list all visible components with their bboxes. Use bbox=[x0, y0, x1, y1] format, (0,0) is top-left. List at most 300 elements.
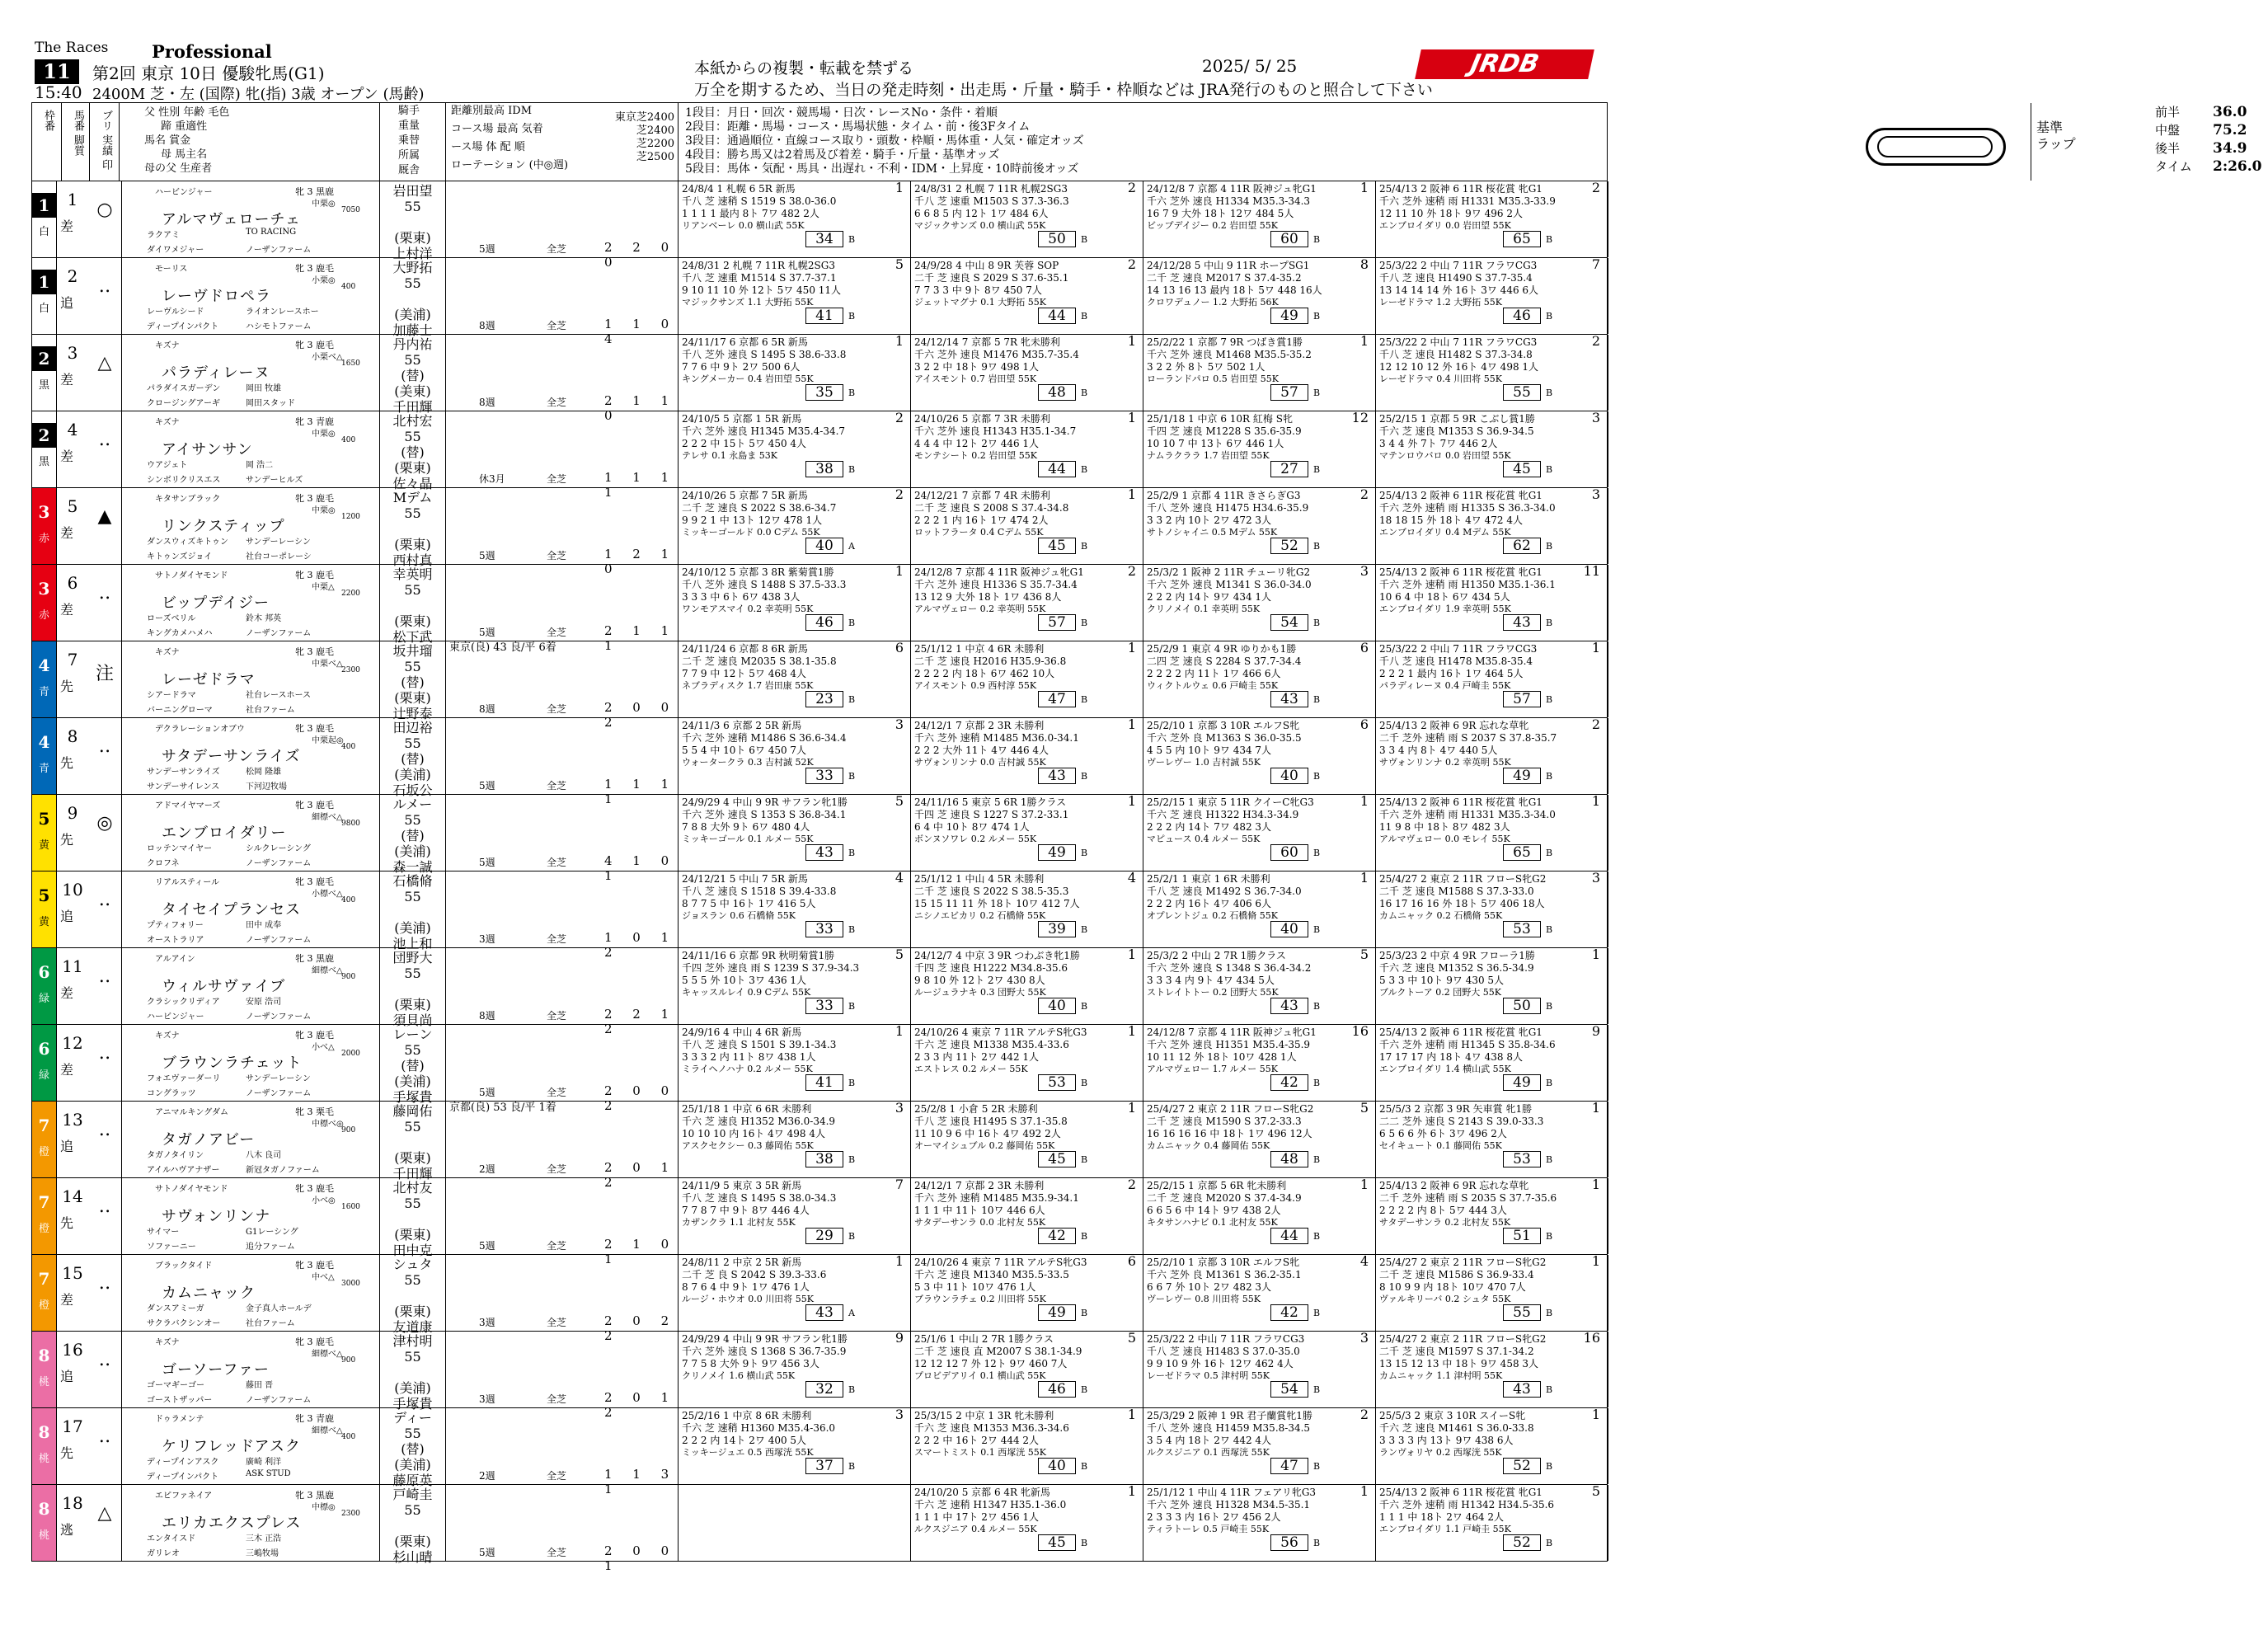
past-race[interactable] bbox=[1143, 565, 1376, 641]
horse-name[interactable]: アルマヴェローチェ bbox=[162, 211, 302, 228]
past-race[interactable] bbox=[911, 1408, 1143, 1484]
past-race[interactable] bbox=[911, 948, 1143, 1024]
horse-name[interactable]: ケリフレッドアスク bbox=[162, 1438, 301, 1455]
past-race-time: 千八 芝 速良 S 1495 S 38.0-34.3 bbox=[682, 1192, 837, 1204]
past-race[interactable] bbox=[1376, 1025, 1608, 1101]
past-race-header: 25/3/15 2 中京 1 3R 牝未勝利 bbox=[914, 1410, 1054, 1421]
past-race-header: 25/2/10 1 京都 3 10R エルフS牝 bbox=[1147, 1257, 1300, 1268]
sex-age-color: 牝 3 鹿毛 bbox=[295, 1337, 334, 1347]
past-race[interactable] bbox=[679, 335, 911, 411]
trainer-center: 中栗ベ△ bbox=[312, 660, 343, 669]
jockey-change bbox=[380, 981, 445, 997]
past-race-time: 千六 芝外 速良 M1468 M35.5-35.2 bbox=[1147, 349, 1312, 360]
past-race-grade: B bbox=[1546, 1308, 1553, 1318]
trainer-center: 中標べ◎ bbox=[312, 1120, 344, 1129]
past-race-passing: 2 3 3 3 内 16ト 2ワ 456 2人 bbox=[1147, 1511, 1281, 1523]
past-race-winner: セイキュート 0.1 藤岡佑 55K bbox=[1379, 1140, 1502, 1151]
surface-label: 全芝 bbox=[547, 1317, 567, 1328]
past-race-winner: オーマイシュブル 0.2 藤岡佑 55K bbox=[914, 1140, 1055, 1151]
prediction-mark: △ bbox=[97, 353, 112, 373]
trainer-center: 中べ△ bbox=[312, 1273, 335, 1282]
prize-money: 2000 bbox=[341, 1050, 360, 1058]
surface-label: 全芝 bbox=[547, 243, 567, 255]
owner-name: サンデーレーシン bbox=[246, 1074, 311, 1083]
past-race-idm: 44 bbox=[1038, 308, 1076, 324]
past-race-passing: 9 9 2 1 中 13ト 12ワ 478 1人 bbox=[682, 514, 823, 526]
jockey-name[interactable]: ディー bbox=[393, 1410, 432, 1426]
past-race[interactable] bbox=[1143, 181, 1376, 257]
jockey-info bbox=[380, 1102, 446, 1182]
past-race-time: 千八 芝外 速良 H1475 H34.6-35.9 bbox=[1147, 502, 1309, 514]
past-race-placing: 9 bbox=[895, 1330, 904, 1346]
carried-weight: 55 bbox=[404, 659, 421, 674]
past-race[interactable] bbox=[911, 488, 1143, 564]
past-race-passing: 2 2 2 大外 11ト 4ワ 446 4人 bbox=[914, 745, 1049, 756]
past-race[interactable] bbox=[1376, 641, 1608, 717]
past-race-grade: B bbox=[1313, 1231, 1321, 1242]
distance-record bbox=[446, 641, 679, 730]
past-race[interactable] bbox=[1376, 411, 1608, 487]
past-race-grade: B bbox=[1546, 1231, 1553, 1242]
past-race-time: 千六 芝外 速良 H1334 M35.3-34.3 bbox=[1147, 195, 1311, 207]
horse-info bbox=[121, 1332, 380, 1407]
sire-name: キタサンブラック bbox=[155, 495, 221, 504]
past-race[interactable] bbox=[1376, 1485, 1608, 1561]
past-race-header: 24/10/20 5 京都 6 4R 牝新馬 bbox=[914, 1487, 1050, 1498]
horse-name[interactable]: サヴォンリンナ bbox=[162, 1208, 271, 1225]
past-race-grade: B bbox=[1081, 1078, 1088, 1088]
horse-name[interactable]: タイセイプランセス bbox=[162, 901, 302, 918]
past-race-time: 千六 芝外 速稍 雨 H1331 M35.3-33.9 bbox=[1379, 195, 1556, 207]
past-race-placing: 1 bbox=[895, 1253, 904, 1269]
running-style: 先 bbox=[60, 1445, 74, 1461]
sex-age-color: 牝 3 鹿毛 bbox=[295, 876, 334, 887]
horse-name[interactable]: ゴーソーファー bbox=[162, 1361, 270, 1379]
past-race-header: 24/12/28 5 中山 9 11R ホープSG1 bbox=[1147, 260, 1310, 271]
race-date: 2025/ 5/ 25 bbox=[1202, 56, 1298, 76]
past-race[interactable] bbox=[679, 871, 911, 947]
past-race[interactable] bbox=[1143, 1332, 1376, 1407]
past-race[interactable] bbox=[1376, 565, 1608, 641]
sire-name: デクラレーションオブウ bbox=[155, 725, 245, 734]
sex-age-color: 牝 3 鹿毛 bbox=[295, 1260, 334, 1271]
past-race[interactable] bbox=[1143, 871, 1376, 947]
waku-number: 4 bbox=[38, 732, 50, 752]
owner-name: 岡田 牧雄 bbox=[246, 384, 282, 393]
waku-number: 1 bbox=[32, 270, 56, 294]
waku-cell bbox=[32, 488, 57, 564]
jockey-info bbox=[380, 1025, 446, 1105]
waku-cell bbox=[32, 871, 57, 947]
past-race[interactable] bbox=[1143, 1178, 1376, 1254]
jockey-name[interactable]: 藤岡佑 bbox=[392, 1103, 433, 1119]
carried-weight: 55 bbox=[404, 1042, 421, 1058]
horse-name[interactable]: パラディレーヌ bbox=[162, 364, 270, 382]
past-race-winner: テレサ 0.1 永島ま 53K bbox=[682, 450, 777, 461]
past-race-grade: B bbox=[848, 311, 856, 322]
horse-name[interactable]: サタデーサンライズ bbox=[162, 748, 301, 765]
past-race[interactable] bbox=[1143, 948, 1376, 1024]
past-race-winner: サタデーサンラ 0.2 北村友 55K bbox=[1379, 1217, 1511, 1228]
past-race[interactable] bbox=[911, 795, 1143, 871]
jockey-name[interactable]: 石橋脩 bbox=[392, 873, 433, 889]
affiliation: (栗東) bbox=[394, 230, 431, 246]
horse-name[interactable]: タガノアビー bbox=[162, 1131, 256, 1149]
past-race[interactable] bbox=[911, 1332, 1143, 1407]
past-race[interactable] bbox=[679, 181, 911, 257]
past-race-grade: B bbox=[1546, 618, 1553, 628]
running-style: 差 bbox=[60, 218, 74, 234]
past-race-placing: 1 bbox=[1127, 1100, 1136, 1116]
jockey-change: (替) bbox=[401, 828, 425, 843]
past-race-grade: B bbox=[1081, 541, 1088, 552]
past-race-time: 二千 芝外 速稍 雨 S 2037 S 37.8-35.7 bbox=[1379, 732, 1557, 744]
best-distance-record: 京都(良) 53 良/平 1着 bbox=[449, 1102, 556, 1114]
dam-sire-name: シンボリクリスエス bbox=[147, 476, 221, 485]
past-race-passing: 2 2 2 1 内 16ト 1ワ 474 2人 bbox=[914, 514, 1049, 526]
distance-record bbox=[446, 411, 679, 500]
breeder-name: 岡田スタッド bbox=[246, 399, 295, 408]
past-race-winner: クリノメイ 1.6 横山武 55K bbox=[682, 1370, 796, 1381]
affiliation: (栗東) bbox=[394, 537, 431, 552]
past-race[interactable] bbox=[679, 1332, 911, 1407]
past-race[interactable] bbox=[1376, 181, 1608, 257]
past-race[interactable] bbox=[1376, 335, 1608, 411]
jockey-name[interactable]: 北村宏 bbox=[392, 413, 433, 429]
past-race[interactable] bbox=[1376, 1102, 1608, 1177]
past-race-placing: 1 bbox=[1127, 410, 1136, 425]
past-race[interactable] bbox=[1143, 1408, 1376, 1484]
jockey-name[interactable]: 幸英明 bbox=[392, 566, 433, 582]
prediction-mark: 注 bbox=[95, 664, 114, 684]
past-race[interactable] bbox=[911, 871, 1143, 947]
past-race-idm: 33 bbox=[805, 921, 843, 937]
past-race[interactable] bbox=[911, 1255, 1143, 1331]
distance-record bbox=[446, 1332, 679, 1420]
waku-number: 5 bbox=[38, 809, 50, 829]
jockey-name[interactable]: 北村友 bbox=[392, 1180, 433, 1196]
horse-name[interactable]: ブラウンラチェット bbox=[162, 1055, 303, 1072]
past-race[interactable] bbox=[911, 565, 1143, 641]
jockey-info bbox=[380, 411, 446, 491]
jockey-name[interactable]: シュタ bbox=[392, 1257, 433, 1272]
past-race-header: 24/8/11 2 中京 2 5R 新馬 bbox=[682, 1257, 802, 1268]
past-race[interactable] bbox=[1376, 1332, 1608, 1407]
past-race-passing: 6 6 5 6 中 14ト 9ワ 438 2人 bbox=[1147, 1205, 1281, 1216]
past-race-winner: キングメーカー 0.4 岩田望 55K bbox=[682, 373, 814, 384]
past-race[interactable] bbox=[1143, 258, 1376, 334]
lap-name: 前半 bbox=[2155, 105, 2181, 120]
past-race-placing: 2 bbox=[1591, 180, 1600, 195]
horse-number: 8 bbox=[67, 726, 78, 746]
past-race-passing: 6 5 6 6 外 6ト 3ワ 496 2人 bbox=[1379, 1128, 1507, 1139]
past-race[interactable] bbox=[911, 181, 1143, 257]
running-style: 逃 bbox=[60, 1522, 74, 1538]
waku-number: 7 bbox=[38, 1269, 50, 1289]
past-race-winner: ヴーレヴー 1.0 吉村誠 55K bbox=[1147, 757, 1261, 768]
jockey-name[interactable]: 丹内祐 bbox=[392, 336, 433, 352]
past-race-header: 24/11/16 5 東京 5 6R 1勝クラス bbox=[914, 796, 1067, 808]
past-race[interactable] bbox=[911, 641, 1143, 717]
past-race[interactable] bbox=[679, 948, 911, 1024]
horse-number: 13 bbox=[62, 1110, 83, 1130]
turf-record: 1 1 0 4 bbox=[604, 317, 678, 346]
running-style: 差 bbox=[60, 1292, 74, 1308]
waku-number: 3 bbox=[38, 579, 50, 599]
past-race-grade: B bbox=[848, 848, 856, 858]
past-race-time: 千八 芝 速良 H1478 M35.8-35.4 bbox=[1379, 655, 1533, 667]
prediction-mark: ◎ bbox=[96, 813, 113, 834]
rotation-weeks: 5週 bbox=[479, 550, 495, 561]
past-race-grade: B bbox=[1081, 234, 1088, 245]
past-race[interactable] bbox=[1143, 335, 1376, 411]
jockey-name[interactable]: 岩田望 bbox=[392, 183, 433, 199]
past-race-winner: ミッキージュエ 0.5 西塚洸 55K bbox=[682, 1447, 814, 1458]
prize-money: 900 bbox=[341, 1356, 356, 1365]
past-race[interactable] bbox=[911, 258, 1143, 334]
horse-row[interactable] bbox=[31, 1483, 1608, 1573]
dam-name: ダンスアミーガ bbox=[147, 1304, 204, 1313]
past-race[interactable] bbox=[679, 258, 911, 334]
past-race[interactable] bbox=[911, 335, 1143, 411]
past-race-winner: マジックサンズ 1.1 大野拓 55K bbox=[682, 297, 814, 308]
past-race[interactable] bbox=[679, 565, 911, 641]
past-race-header: 24/11/17 6 京都 6 5R 新馬 bbox=[682, 336, 808, 348]
sex-age-color: 牝 3 青鹿 bbox=[295, 416, 334, 427]
past-race-passing: 2 2 2 内 14ト 9ワ 434 1人 bbox=[1147, 591, 1272, 603]
owner-name: ライオンレースホー bbox=[246, 308, 319, 317]
past-race[interactable] bbox=[1376, 1255, 1608, 1331]
horse-name[interactable]: カムニャック bbox=[162, 1285, 256, 1302]
turf-record: 1 0 1 2 bbox=[604, 930, 678, 960]
past-race-winner: サトノシャイニ 0.5 Mデム 55K bbox=[1147, 527, 1278, 538]
affiliation: (栗東) bbox=[394, 1534, 431, 1549]
past-race-idm: 43 bbox=[1270, 691, 1308, 707]
rotation-weeks: 5週 bbox=[479, 1547, 495, 1558]
past-race-winner: ジョスラン 0.6 石橋脩 55K bbox=[682, 910, 796, 921]
past-race[interactable] bbox=[1376, 1178, 1608, 1254]
prediction-mark: ○ bbox=[96, 200, 113, 220]
past-race-time: 千六 芝 速良 M1352 S 36.5-34.9 bbox=[1379, 962, 1534, 974]
past-race-passing: 3 5 4 内 18ト 2ワ 442 4人 bbox=[1147, 1435, 1272, 1446]
past-race-winner: アルマヴェロー 0.2 幸英明 55K bbox=[914, 604, 1046, 614]
past-race-grade: B bbox=[1081, 1154, 1088, 1165]
past-race-winner: ミッキーゴール 0.1 ルメー 55K bbox=[682, 834, 814, 844]
past-race[interactable] bbox=[911, 1025, 1143, 1101]
waku-number: 7 bbox=[38, 1116, 50, 1135]
past-race[interactable] bbox=[1143, 488, 1376, 564]
trainer-center: 細標べ△ bbox=[312, 966, 343, 975]
past-race-time: 千八 芝 速良 H1495 S 37.1-35.8 bbox=[914, 1116, 1068, 1127]
horse-name[interactable]: ウィルサヴァイブ bbox=[162, 978, 286, 995]
jockey-name[interactable]: レーン bbox=[392, 1027, 433, 1042]
prediction-mark: ▲ bbox=[97, 506, 112, 527]
trainer-center: 小べ△ bbox=[312, 1043, 335, 1052]
prediction-mark: ‥ bbox=[98, 1426, 111, 1447]
legend-course-line: 芝2200 bbox=[636, 138, 674, 150]
past-race-grade: B bbox=[1081, 464, 1088, 475]
distance-record bbox=[446, 181, 679, 270]
past-race-grade: B bbox=[1546, 541, 1553, 552]
past-race-winner: レーゼドラマ 0.4 川田将 55K bbox=[1379, 373, 1502, 384]
past-race[interactable] bbox=[1376, 258, 1608, 334]
horse-name[interactable]: エンブロイダリー bbox=[162, 824, 287, 842]
past-race[interactable] bbox=[1143, 411, 1376, 487]
past-race-idm: 52 bbox=[1270, 538, 1308, 554]
jockey-name[interactable]: 大野拓 bbox=[392, 260, 433, 275]
past-race-passing: 17 17 17 内 18ト 4ワ 438 8人 bbox=[1379, 1051, 1523, 1063]
sex-age-color: 牝 3 鹿毛 bbox=[295, 340, 334, 350]
sire-name: リアルスティール bbox=[155, 878, 220, 887]
past-race[interactable] bbox=[679, 1255, 911, 1331]
jockey-name[interactable]: 田辺裕 bbox=[392, 720, 433, 735]
past-race[interactable] bbox=[1143, 1485, 1376, 1561]
past-race-grade: B bbox=[1546, 1001, 1553, 1012]
horse-name[interactable]: リンクスティップ bbox=[162, 518, 285, 535]
horse-number: 10 bbox=[62, 880, 83, 900]
lap-name: 後半 bbox=[2155, 141, 2181, 156]
turf-record: 2 2 0 0 bbox=[604, 240, 678, 270]
horse-info bbox=[121, 718, 380, 794]
sex-age-color: 牝 3 鹿毛 bbox=[295, 1183, 334, 1194]
running-style: 先 bbox=[60, 679, 74, 694]
past-race[interactable] bbox=[1143, 718, 1376, 794]
race-time: 15:40 bbox=[35, 82, 82, 102]
past-race[interactable] bbox=[1143, 1102, 1376, 1177]
past-race-passing: 2 2 2 2 内 18ト 6ワ 462 10人 bbox=[914, 668, 1055, 679]
sex-age-color: 牝 3 黒鹿 bbox=[295, 953, 334, 964]
affiliation: (美浦) bbox=[394, 767, 431, 782]
dam-name: タガノタイリン bbox=[147, 1151, 204, 1160]
trainer-center: 中栗◎ bbox=[312, 506, 336, 515]
past-race[interactable] bbox=[679, 1025, 911, 1101]
past-race[interactable] bbox=[1376, 488, 1608, 564]
past-race-winner: アスクセクシー 0.3 藤岡佑 55K bbox=[682, 1140, 814, 1151]
past-race-passing: 12 11 10 外 18ト 9ワ 496 2人 bbox=[1379, 208, 1523, 219]
past-race-placing: 1 bbox=[895, 563, 904, 579]
horse-name[interactable]: エリカエクスプレス bbox=[162, 1515, 302, 1532]
legend-course-line: 芝2500 bbox=[636, 151, 674, 163]
past-race[interactable] bbox=[679, 1102, 911, 1177]
jockey-name[interactable]: 坂井瑠 bbox=[392, 643, 433, 659]
past-race-idm: 33 bbox=[805, 768, 843, 784]
past-race-header: 25/4/27 2 東京 2 11R フローS牝G2 bbox=[1379, 1257, 1547, 1268]
past-race-idm: 46 bbox=[1038, 1381, 1076, 1398]
past-race-passing: 3 3 2 内 10ト 2ワ 472 3人 bbox=[1147, 514, 1272, 526]
jockey-name[interactable]: 団野大 bbox=[392, 950, 433, 965]
past-race[interactable] bbox=[679, 795, 911, 871]
past-race[interactable] bbox=[911, 1178, 1143, 1254]
past-race[interactable] bbox=[1143, 641, 1376, 717]
stable-name: 須貝尚 bbox=[392, 1012, 433, 1028]
past-race-idm: 65 bbox=[1503, 844, 1541, 861]
horse-name[interactable]: アイサンサン bbox=[162, 441, 253, 458]
past-race[interactable] bbox=[679, 411, 911, 487]
past-race[interactable] bbox=[679, 718, 911, 794]
sire-name: サトノダイヤモンド bbox=[155, 571, 228, 580]
past-race[interactable] bbox=[1376, 718, 1608, 794]
horse-name[interactable]: レーヴドロペラ bbox=[162, 288, 271, 305]
past-race[interactable] bbox=[911, 718, 1143, 794]
past-race-header: 24/11/16 6 京都 9R 秋明菊賞1勝 bbox=[682, 950, 835, 961]
past-race-placing: 4 bbox=[1359, 1253, 1369, 1269]
legend-horse-line: 父 性別 年齢 毛色 bbox=[144, 106, 230, 119]
past-race[interactable] bbox=[1143, 1255, 1376, 1331]
owner-name: 社台レースホース bbox=[246, 691, 311, 700]
past-race-winner: ブルクトーア 0.2 団野大 55K bbox=[1379, 987, 1501, 998]
past-race[interactable] bbox=[1143, 795, 1376, 871]
horse-info bbox=[121, 1102, 380, 1177]
past-race[interactable] bbox=[1376, 871, 1608, 947]
rotation-weeks: 3週 bbox=[479, 1317, 495, 1328]
past-race-grade: B bbox=[1313, 771, 1321, 782]
prediction-mark: △ bbox=[97, 1503, 112, 1524]
past-race[interactable] bbox=[679, 1408, 911, 1484]
jockey-name[interactable]: Mデム bbox=[392, 490, 433, 505]
past-race-winner: サヴォンリンナ 0.2 幸英明 55K bbox=[1379, 757, 1511, 768]
past-race[interactable] bbox=[679, 1178, 911, 1254]
past-race-passing: 4 4 4 中 12ト 2ワ 446 1人 bbox=[914, 438, 1040, 449]
surface-label: 全芝 bbox=[547, 1393, 567, 1405]
past-race-passing: 2 2 2 中 15ト 5ワ 450 4人 bbox=[682, 438, 807, 449]
past-race-idm: 43 bbox=[1270, 998, 1308, 1014]
past-race[interactable] bbox=[1376, 1408, 1608, 1484]
brand-the-races: The Races bbox=[35, 40, 109, 56]
past-race-placing: 1 bbox=[1127, 333, 1136, 349]
stable-name: 杉山晴 bbox=[392, 1549, 433, 1565]
past-race[interactable] bbox=[679, 488, 911, 564]
jockey-name[interactable]: 津村明 bbox=[392, 1333, 433, 1349]
jockey-change: (替) bbox=[401, 368, 425, 383]
horse-name[interactable]: レーゼドラマ bbox=[162, 671, 256, 688]
past-race[interactable] bbox=[1143, 1025, 1376, 1101]
past-race-time: 千六 芝外 速稍 雨 H1345 S 35.8-34.6 bbox=[1379, 1039, 1556, 1050]
past-race-header: 24/9/16 4 中山 4 6R 新馬 bbox=[682, 1027, 802, 1038]
past-race-grade: B bbox=[848, 1461, 856, 1472]
past-race-time: 千八 芝外 速良 S 1488 S 37.5-33.3 bbox=[682, 579, 847, 590]
past-race-idm: 37 bbox=[805, 1458, 843, 1474]
affiliation: (栗東) bbox=[394, 460, 431, 476]
past-race[interactable] bbox=[1376, 795, 1608, 871]
past-race-header: 25/3/2 1 阪神 2 11R チューリ牝G2 bbox=[1147, 566, 1311, 578]
turf-record: 2 0 0 1 bbox=[604, 1543, 678, 1573]
horse-name[interactable]: ビップデイジー bbox=[162, 594, 270, 612]
stable-name: 西村真 bbox=[392, 552, 433, 568]
prediction-mark: ‥ bbox=[98, 1043, 111, 1064]
past-race-placing: 6 bbox=[1359, 716, 1369, 732]
past-race-passing: 1 1 1 中 17ト 2ワ 456 1人 bbox=[914, 1511, 1040, 1523]
past-race-winner: オプレントジュ 0.2 石橋脩 55K bbox=[1147, 910, 1278, 921]
past-race-placing: 2 bbox=[895, 486, 904, 502]
past-race-passing: 14 13 16 13 最内 18ト 5ワ 448 16人 bbox=[1147, 284, 1322, 296]
dam-sire-name: キングカメハメハ bbox=[147, 629, 213, 638]
past-race[interactable] bbox=[679, 641, 911, 717]
horse-number: 6 bbox=[67, 573, 78, 593]
past-race[interactable] bbox=[911, 411, 1143, 487]
jockey-name[interactable]: ルメー bbox=[392, 796, 433, 812]
past-race[interactable] bbox=[911, 1485, 1143, 1561]
waku-cell bbox=[32, 718, 57, 794]
past-race[interactable] bbox=[911, 1102, 1143, 1177]
waku-color: 橙 bbox=[38, 1223, 49, 1235]
header bbox=[0, 0, 1649, 103]
legend-horse-line: 母の父 生産者 bbox=[144, 162, 213, 175]
jockey-name[interactable]: 戸崎圭 bbox=[392, 1487, 433, 1502]
horse-number: 4 bbox=[67, 420, 78, 439]
past-race[interactable] bbox=[1376, 948, 1608, 1024]
dam-name: ゴーマギーゴー bbox=[147, 1381, 204, 1390]
past-race-winner: アイスモント 0.9 西村淳 55K bbox=[914, 680, 1037, 691]
